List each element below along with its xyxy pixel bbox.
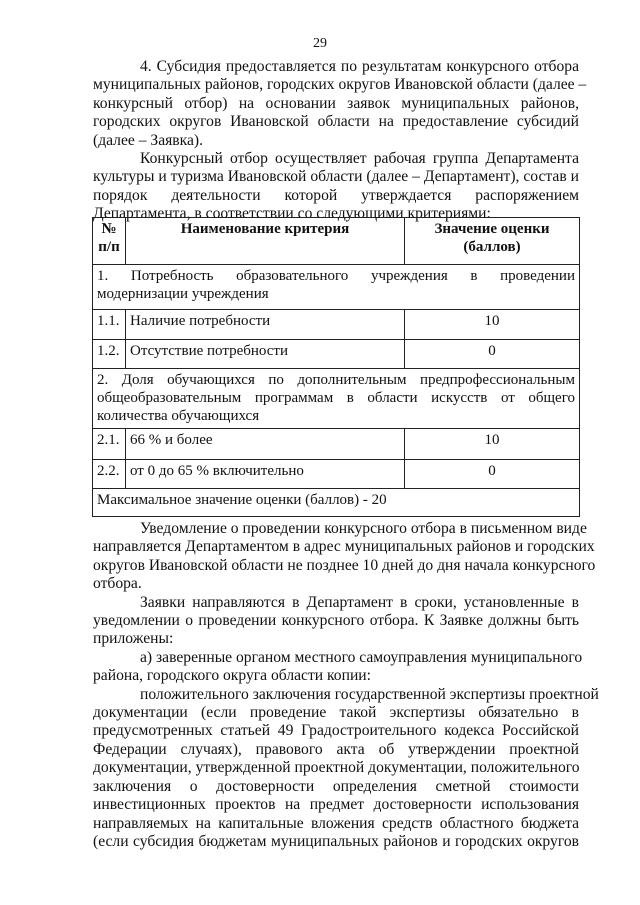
text-line: приложены: — [93, 630, 174, 648]
group-criterion-2: 2. Доля обучающихся по дополнительным предпрофессиональным общеобразовательным программам в области искусств от общего количества обучающихся — [93, 369, 580, 429]
text-line: муниципальных районов, городских округов Ивановской области (далее – — [93, 76, 587, 94]
paragraph-item-a — [93, 648, 583, 686]
text-line: направляется Департаментом в адрес муниципальных районов и городских — [93, 538, 595, 556]
header-score-value: Значение оценки (баллов) — [405, 218, 580, 265]
row-criterion: от 0 до 65 % включительно — [126, 460, 405, 489]
text-line: отбора. — [93, 575, 142, 593]
page-number: 29 — [313, 36, 327, 51]
text-line: Конкурсный отбор осуществляет рабочая группа Департамента — [140, 150, 579, 168]
row-criterion: Отсутствие потребности — [126, 340, 405, 369]
text-line: Департамента, в соответствии со следующими критериями: — [93, 205, 491, 223]
text-line: (далее – Заявка). — [93, 131, 204, 149]
table-header-row — [93, 218, 580, 265]
text-line: культуры и туризма Ивановской области (далее – Департамент), состав и — [93, 168, 579, 186]
text-line: конкурсный отбор) на основании заявок муниципальных районов, — [93, 94, 579, 112]
text-line: положительного заключения государственной экспертизы проектной — [140, 685, 599, 703]
text-line: округов Ивановской области не позднее 10 дней до дня начала конкурсного — [93, 556, 596, 574]
table-row-total — [93, 489, 580, 517]
text-line: порядок деятельности которой утверждается распоряжением — [93, 186, 579, 204]
table-row-group — [93, 369, 580, 429]
body-text — [93, 520, 599, 851]
criteria-table — [92, 217, 580, 517]
text-line: района, городского округа области копии: — [93, 667, 371, 685]
table-row — [93, 310, 580, 340]
paragraph-applications — [93, 594, 579, 649]
row-criterion: 66 % и более — [126, 429, 405, 460]
text-line: предусмотренных статьей 49 Градостроительного кодекса Российской — [93, 722, 579, 740]
text-line: уведомлении о проведении конкурсного отбора. К Заявке должны быть — [93, 612, 579, 630]
text-line: 4. Субсидия предоставляется по результатам конкурсного отбора — [140, 58, 579, 75]
text-line: (если субсидия бюджетам муниципальных районов и городских округов — [93, 832, 579, 850]
max-score-total: Максимальное значение оценки (баллов) - 20 — [93, 489, 580, 517]
paragraph-expertise — [93, 685, 599, 852]
text-line: Заявки направляются в Департамент в сроки, установленные в — [140, 593, 579, 611]
row-score: 10 — [405, 429, 580, 460]
table-row — [93, 340, 580, 369]
table-row — [93, 429, 580, 460]
text-line: городских округов Ивановской области на предоставление субсидий — [93, 113, 579, 131]
text-line: а) заверенные органом местного самоуправления муниципального — [140, 648, 583, 666]
text-line: направляемых на капитальные вложения средств областного бюджета — [93, 814, 579, 832]
row-num: 2.2. — [93, 460, 126, 489]
text-line: документации, утвержденной проектной документации, положительного — [93, 759, 580, 777]
paragraph-notification — [93, 520, 596, 594]
group-criterion-1: 1. Потребность образовательного учреждения в проведении модернизации учреждения — [93, 265, 580, 310]
row-num: 1.1. — [93, 310, 126, 340]
text-line: Уведомление о проведении конкурсного отбора в письменном виде — [140, 520, 587, 537]
paragraph-subsidy — [93, 58, 587, 150]
row-criterion: Наличие потребности — [126, 310, 405, 340]
row-num: 1.2. — [93, 340, 126, 369]
text-line: документации (если проведение такой экспертизы обязательно в — [93, 704, 579, 722]
intro-text — [93, 58, 587, 224]
header-criterion-name: Наименование критерия — [126, 218, 405, 265]
text-line: инвестиционных проектов на предмет достоверности использования — [93, 796, 579, 814]
table-row-group — [93, 265, 580, 310]
table-row — [93, 460, 580, 489]
header-num: № п/п — [93, 218, 126, 265]
text-line: заключения о достоверности определения сметной стоимости — [93, 777, 579, 795]
paragraph-selection — [93, 150, 579, 224]
row-score: 10 — [405, 310, 580, 340]
row-score: 0 — [405, 460, 580, 489]
row-score: 0 — [405, 340, 580, 369]
text-line: Федерации случаях), правового акта об утверждении проектной — [93, 740, 579, 758]
row-num: 2.1. — [93, 429, 126, 460]
